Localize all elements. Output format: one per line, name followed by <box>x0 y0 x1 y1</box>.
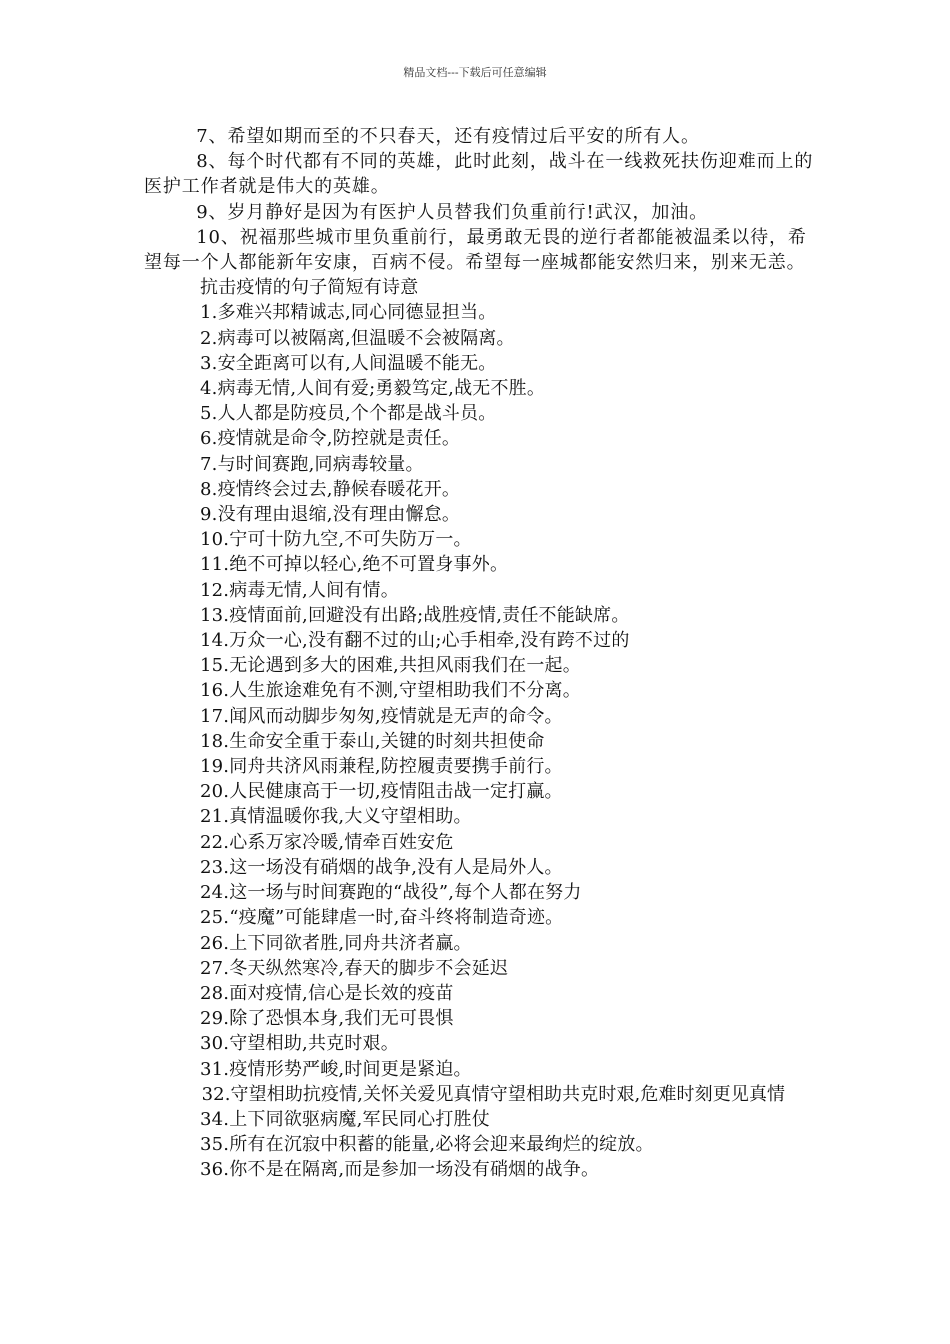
list-item: 14.万众一心,没有翻不过的山;心手相牵,没有跨不过的 <box>200 630 630 652</box>
list-item: 20.人民健康高于一切,疫情阻击战一定打赢。 <box>200 781 563 803</box>
list-item: 23.这一场没有硝烟的战争,没有人是局外人。 <box>200 856 563 878</box>
list-item: 9.没有理由退缩,没有理由懈怠。 <box>200 504 461 526</box>
list-item: 6.疫情就是命令,防控就是责任。 <box>200 428 461 450</box>
paragraph-10: 10、祝福那些城市里负重前行，最勇敢无畏的逆行者都能被温柔以待，希望每一个人都能新年安康，百病不侵。希望每一座城都能安然归来，别来无恙。 <box>144 226 807 274</box>
paragraph-7: 7、希望如期而至的不只春天，还有疫情过后平安的所有人。 <box>196 126 700 147</box>
list-item: 21.真情温暖你我,大义守望相助。 <box>200 806 472 828</box>
list-item: 8.疫情终会过去,静候春暖花开。 <box>200 478 461 500</box>
section-title: 抗击疫情的句子简短有诗意 <box>200 277 419 299</box>
list-item: 1.多难兴邦精诚志,同心同德显担当。 <box>200 302 497 324</box>
sentence-list <box>144 300 814 1182</box>
list-item: 11.绝不可掉以轻心,绝不可置身事外。 <box>200 554 509 576</box>
list-item: 13.疫情面前,回避没有出路;战胜疫情,责任不能缺席。 <box>200 604 630 626</box>
page-header: 精品文档---下载后可任意编辑 <box>403 66 547 79</box>
list-item: 19.同舟共济风雨兼程,防控履责要携手前行。 <box>200 756 563 778</box>
list-item: 26.上下同欲者胜,同舟共济者赢。 <box>200 932 472 954</box>
list-item: 4.病毒无情,人间有爱;勇毅笃定,战无不胜。 <box>200 378 546 400</box>
list-item: 34.上下同欲驱病魔,军民同心打胜仗 <box>200 1108 490 1130</box>
paragraph-9: 9、岁月静好是因为有医护人员替我们负重前行!武汉，加油。 <box>196 201 709 223</box>
list-item: 17.闻风而动脚步匆匆,疫情就是无声的命令。 <box>200 705 563 727</box>
list-item: 22.心系万家冷暖,情牵百姓安危 <box>200 831 454 853</box>
list-item: 24.这一场与时间赛跑的“战役”,每个人都在努力 <box>200 882 582 904</box>
list-item: 10.宁可十防九空,不可失防万一。 <box>200 529 472 551</box>
list-item: 15.无论遇到多大的困难,共担风雨我们在一起。 <box>200 655 581 677</box>
paragraph-8: 8、每个时代都有不同的英雄，此时此刻，战斗在一线救死扶伤迎难而上的医护工作者就是伟大的英雄。 <box>144 151 814 198</box>
list-item: 3.安全距离可以有,人间温暖不能无。 <box>200 352 497 374</box>
list-item: 30.守望相助,共克时艰。 <box>200 1033 399 1055</box>
list-item: 31.疫情形势严峻,时间更是紧迫。 <box>200 1058 472 1080</box>
list-item: 29.除了恐惧本身,我们无可畏惧 <box>200 1008 454 1030</box>
list-item: 27.冬天纵然寒冷,春天的脚步不会延迟 <box>200 957 509 979</box>
list-item: 18.生命安全重于泰山,关键的时刻共担使命 <box>200 730 545 752</box>
list-item: 16.人生旅途难免有不测,守望相助我们不分离。 <box>200 680 581 702</box>
list-item: 28.面对疫情,信心是长效的疫苗 <box>200 982 454 1004</box>
list-item: 35.所有在沉寂中积蓄的能量,必将会迎来最绚烂的绽放。 <box>200 1134 654 1156</box>
list-item: 7.与时间赛跑,同病毒较量。 <box>200 453 424 475</box>
list-item: 12.病毒无情,人间有情。 <box>200 579 399 601</box>
document-body <box>144 124 814 1183</box>
list-item: 5.人人都是防疫员,个个都是战斗员。 <box>200 403 497 425</box>
list-item: 2.病毒可以被隔离,但温暖不会被隔离。 <box>200 327 515 349</box>
list-item: 25.“疫魔”可能肆虐一时,奋斗终将制造奇迹。 <box>200 907 564 929</box>
list-item: 36.你不是在隔离,而是参加一场没有硝烟的战争。 <box>200 1159 600 1181</box>
list-item-long: 32.守望相助抗疫情,关怀关爱见真情守望相助共克时艰,危难时刻更见真情 <box>201 1083 786 1105</box>
